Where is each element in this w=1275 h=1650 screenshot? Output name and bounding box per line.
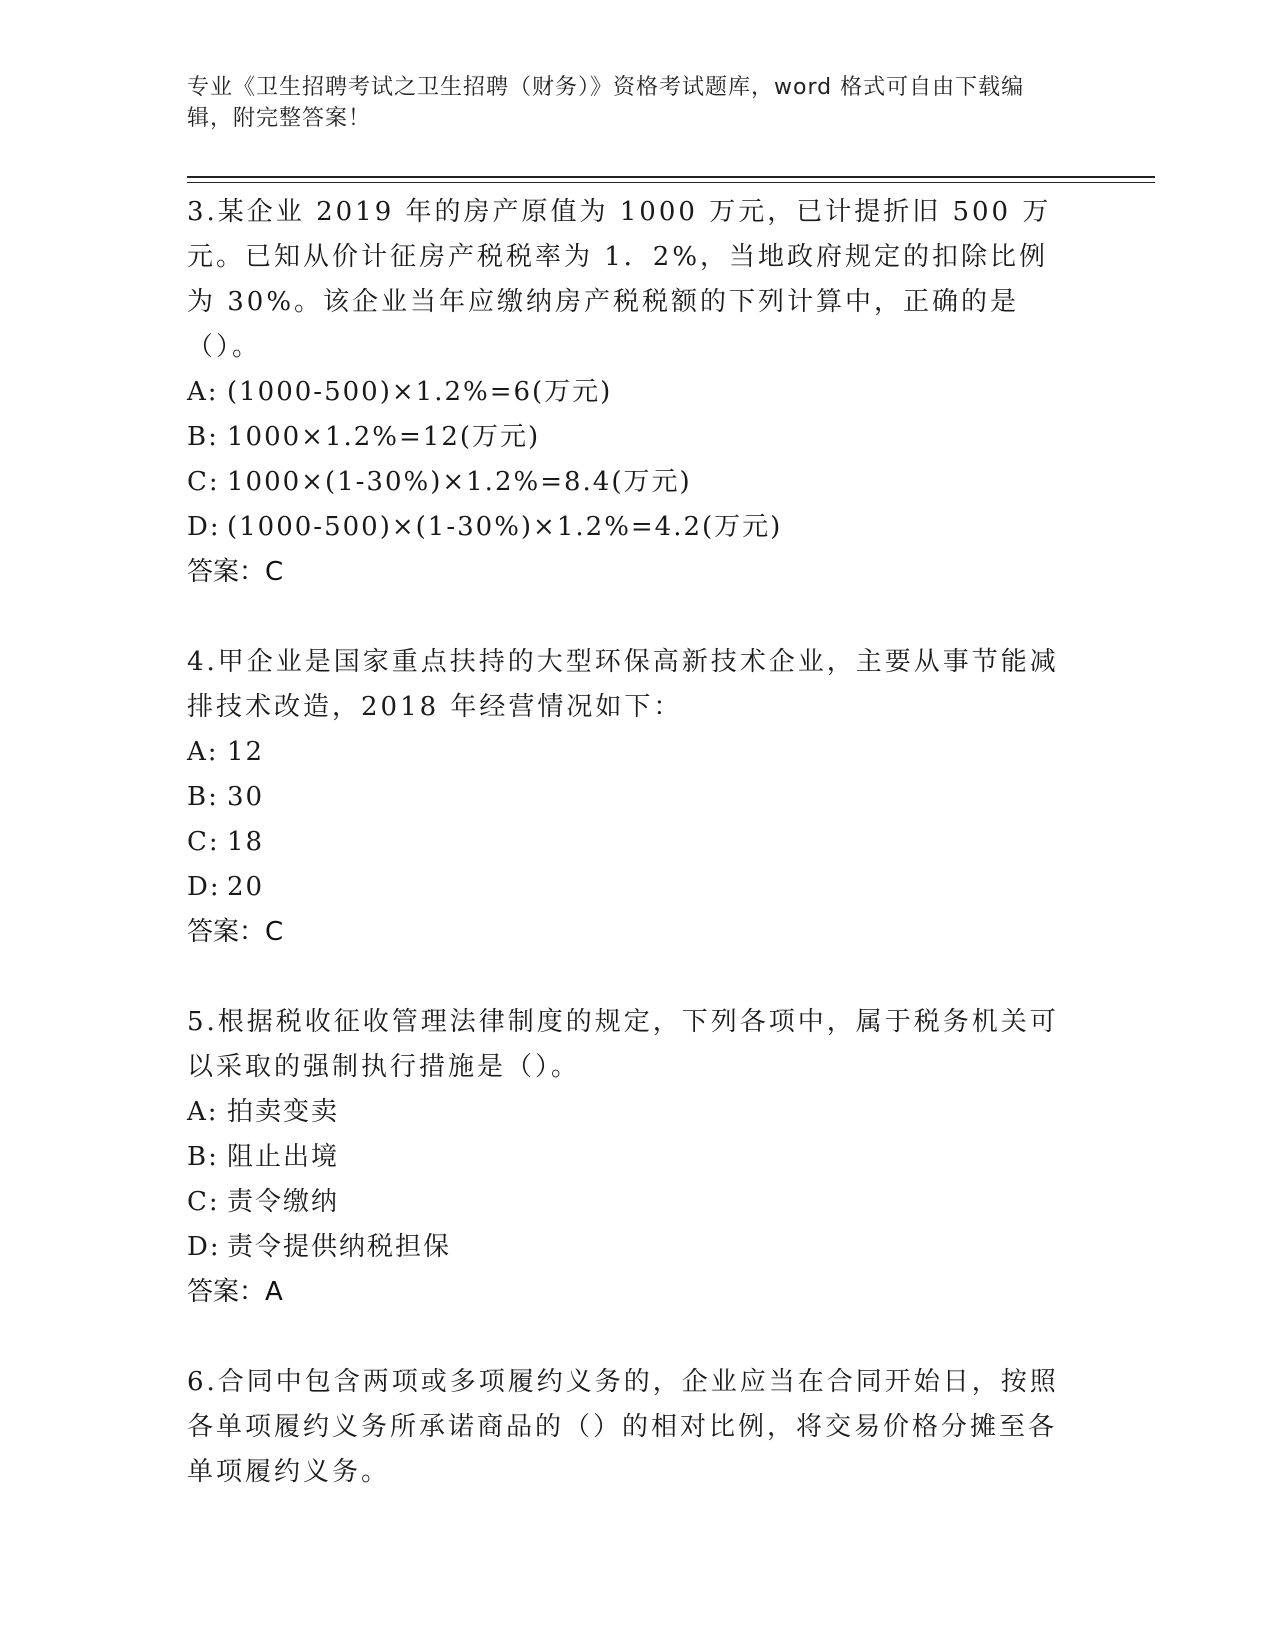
- option-letter: C:: [187, 467, 220, 497]
- question-stem: 3.某企业 2019 年的房产原值为 1000 万元，已计提折旧 500 万元。已知从价计征房产税税率为 1．2%，当地政府规定的扣除比例为 30%。该企业当年应缴纳房产税税额的下列计算中，正确的是（）。: [187, 197, 1052, 362]
- header-divider-thick: [187, 176, 1155, 178]
- option-d: [187, 865, 1067, 910]
- question-stem: 6.合同中包含两项或多项履约义务的，企业应当在合同开始日，按照各单项履约义务所承诺商品的（）的相对比例，将交易价格分摊至各单项履约义务。: [187, 1367, 1059, 1487]
- option-d: [187, 1225, 1067, 1270]
- option-text: 20: [227, 872, 265, 902]
- option-text: 18: [227, 827, 265, 857]
- option-letter: C:: [187, 1187, 220, 1217]
- option-c: [187, 460, 1067, 505]
- option-letter: D:: [187, 872, 221, 902]
- option-letter: B:: [187, 1142, 219, 1172]
- option-letter: D:: [187, 512, 221, 542]
- option-b: [187, 415, 1067, 460]
- option-c: [187, 1180, 1067, 1225]
- option-a: [187, 370, 1067, 415]
- option-text: 责令提供纳税担保: [227, 1232, 452, 1262]
- option-a: [187, 1090, 1067, 1135]
- option-b: [187, 775, 1067, 820]
- option-text: 拍卖变卖: [227, 1097, 340, 1127]
- question-stem: 4.甲企业是国家重点扶持的大型环保高新技术企业，主要从事节能减排技术改造，2018 年经营情况如下：: [187, 647, 1059, 722]
- answer-label: 答案：C: [187, 917, 284, 947]
- option-a: [187, 730, 1067, 775]
- option-text: 阻止出境: [227, 1142, 340, 1172]
- option-c: [187, 820, 1067, 865]
- option-text: 1000×1.2%=12(万元): [227, 422, 541, 452]
- question-stem: 5.根据税收征收管理法律制度的规定，下列各项中，属于税务机关可以采取的强制执行措施是（）。: [187, 1007, 1059, 1082]
- option-letter: A:: [187, 1097, 219, 1127]
- question-list: [187, 190, 1067, 1540]
- question-6: [187, 1360, 1067, 1495]
- option-letter: B:: [187, 782, 219, 812]
- option-text: 责令缴纳: [227, 1187, 340, 1217]
- option-letter: C:: [187, 827, 220, 857]
- header-divider-thin: [187, 182, 1155, 183]
- document-header: 专业《卫生招聘考试之卫生招聘（财务）》资格考试题库，word 格式可自由下载编辑，附完整答案！: [187, 75, 1025, 131]
- question-4: [187, 640, 1067, 955]
- answer-label: 答案：C: [187, 557, 284, 587]
- option-text: 1000×(1-30%)×1.2%=8.4(万元): [227, 467, 692, 497]
- option-letter: D:: [187, 1232, 221, 1262]
- answer-label: 答案：A: [187, 1277, 283, 1307]
- question-3: [187, 190, 1067, 595]
- option-letter: A:: [187, 737, 219, 767]
- option-d: [187, 505, 1067, 550]
- option-text: 12: [227, 737, 265, 767]
- option-letter: B:: [187, 422, 219, 452]
- question-5: [187, 1000, 1067, 1315]
- option-letter: A:: [187, 377, 219, 407]
- option-b: [187, 1135, 1067, 1180]
- option-text: 30: [227, 782, 265, 812]
- option-text: (1000-500)×1.2%=6(万元): [227, 377, 613, 407]
- option-text: (1000-500)×(1-30%)×1.2%=4.2(万元): [227, 512, 783, 542]
